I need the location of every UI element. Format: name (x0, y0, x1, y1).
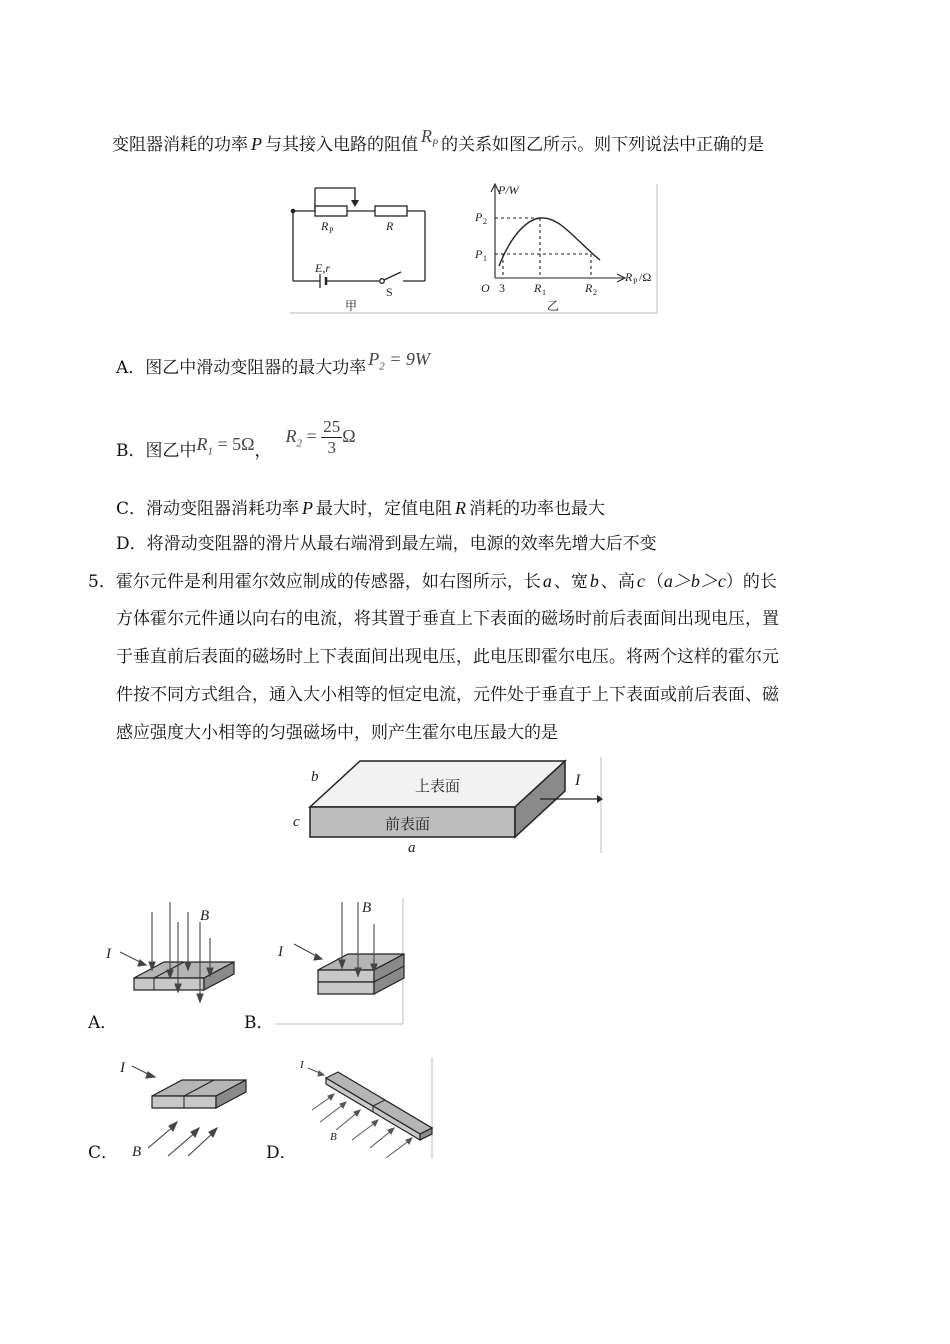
option-a[interactable] (116, 349, 430, 387)
hall-label-c: c (293, 814, 300, 830)
label-r2-sub: 2 (593, 288, 597, 297)
hall-element-figure (285, 755, 605, 855)
option-a-text: 图乙中滑动变阻器的最大功率 (145, 358, 367, 378)
x-axis-sub: P (633, 277, 638, 286)
intro-part1: 变阻器消耗的功率 (112, 135, 248, 155)
rp-resistor (315, 206, 347, 216)
label-p2: P (475, 210, 483, 224)
hall-c-b: B (132, 1144, 142, 1160)
label-rp: R (321, 219, 329, 233)
option-c-label: C． (116, 499, 147, 519)
label-p2-sub: 2 (483, 217, 487, 226)
circuit-diagram (293, 188, 425, 288)
circuit-and-graph-figure (285, 180, 665, 316)
intro-part2: 与其接入电路的阻值 (265, 135, 418, 155)
question-intro (112, 126, 765, 165)
label-rp-sub: P (329, 226, 334, 235)
hall-label-b: b (311, 769, 319, 785)
q5-line4: 件按不同方式组合，通入大小相等的恒定电流，元件处于垂直于上下表面或前后表面、磁 (116, 685, 779, 705)
caption-jia: 甲 (345, 299, 358, 313)
caption-yi: 乙 (547, 299, 560, 313)
option-b-label: B． (116, 441, 146, 461)
intro-part3: 的关系如图乙所示。则下列说法中正确的是 (441, 135, 765, 155)
hall-b-b: B (362, 900, 372, 916)
option-d-text: 将滑动变阻器的滑片从最右端滑到最左端，电源的效率先增大后不变 (146, 534, 657, 554)
option-a-math: $P_2 = 9W$ (368, 349, 430, 373)
y-axis-label: P/W (498, 183, 519, 197)
label-origin: O (481, 281, 490, 295)
label-p1: P (475, 247, 483, 261)
hall-option-b-label[interactable]: B． (244, 1013, 274, 1033)
hall-top-label: 上表面 (415, 777, 461, 795)
switch-blade (384, 272, 401, 280)
hall-label-a: a (408, 840, 416, 855)
hall-label-current: I (575, 772, 581, 789)
intro-rp-symbol: $R_P$ (421, 126, 439, 150)
hall-b-i: I (278, 944, 283, 960)
hall-option-c-label[interactable]: C． (88, 1143, 119, 1163)
option-d[interactable] (116, 532, 657, 556)
label-source: E,r (315, 261, 330, 275)
label-tick-3: 3 (499, 281, 505, 295)
hall-option-d-figure[interactable] (294, 1056, 436, 1160)
hall-front-label: 前表面 (385, 815, 431, 833)
hall-option-b-figure[interactable] (270, 896, 410, 1030)
option-d-label: D． (116, 534, 147, 554)
hall-option-d-label[interactable]: D． (266, 1143, 297, 1163)
label-r: R (386, 219, 394, 233)
label-p1-sub: 1 (483, 254, 487, 263)
power-curve-graph (491, 184, 625, 282)
option-b-r2: $R_2$ = $\frac{25}{3}$ Ω (285, 417, 356, 458)
hall-option-a-label[interactable]: A． (88, 1013, 118, 1033)
label-r2: R (585, 281, 593, 295)
option-c[interactable]: C．滑动变阻器消耗功率 P 最大时，定值电阻 R 消耗的功率也最大 (116, 498, 606, 519)
power-curve (499, 218, 600, 266)
hall-d-b: B (330, 1131, 337, 1143)
q5-line3: 于垂直前后表面的磁场时上下表面间出现电压，此电压即霍尔电压。将两个这样的霍尔元 (116, 647, 779, 667)
intro-var-p: P (251, 134, 262, 154)
option-b-r1: $R_1 = 5\Omega$ (196, 434, 255, 458)
option-b-sep: ， (254, 441, 272, 461)
q5-number: 5． (88, 572, 116, 592)
q5-line2: 方体霍尔元件通以向右的电流，将其置于垂直上下表面的磁场时前后表面间出现电压，置 (116, 609, 779, 629)
hall-a-b: B (200, 908, 210, 924)
option-b[interactable] (116, 417, 356, 478)
label-r1: R (534, 281, 542, 295)
hall-option-a-figure[interactable] (100, 898, 240, 1028)
x-axis-label: R (625, 270, 633, 284)
hall-c-i: I (120, 1060, 125, 1076)
q5-line1: 5．霍尔元件是利用霍尔效应制成的传感器，如右图所示，长 a 、宽 b 、高 c （a＞b＞c）的长 (88, 571, 777, 592)
r-resistor (375, 206, 407, 216)
label-r1-sub: 1 (542, 288, 546, 297)
q5-line5: 感应强度大小相等的匀强磁场中，则产生霍尔电压最大的是 (116, 723, 558, 743)
hall-option-c-figure[interactable] (110, 1052, 260, 1162)
x-axis-unit: /Ω (639, 270, 652, 284)
label-switch: S (386, 285, 393, 299)
option-b-text: 图乙中 (145, 441, 197, 461)
hall-d-i: I (300, 1059, 304, 1071)
option-a-label: A． (116, 358, 146, 378)
hall-a-i: I (106, 946, 111, 962)
